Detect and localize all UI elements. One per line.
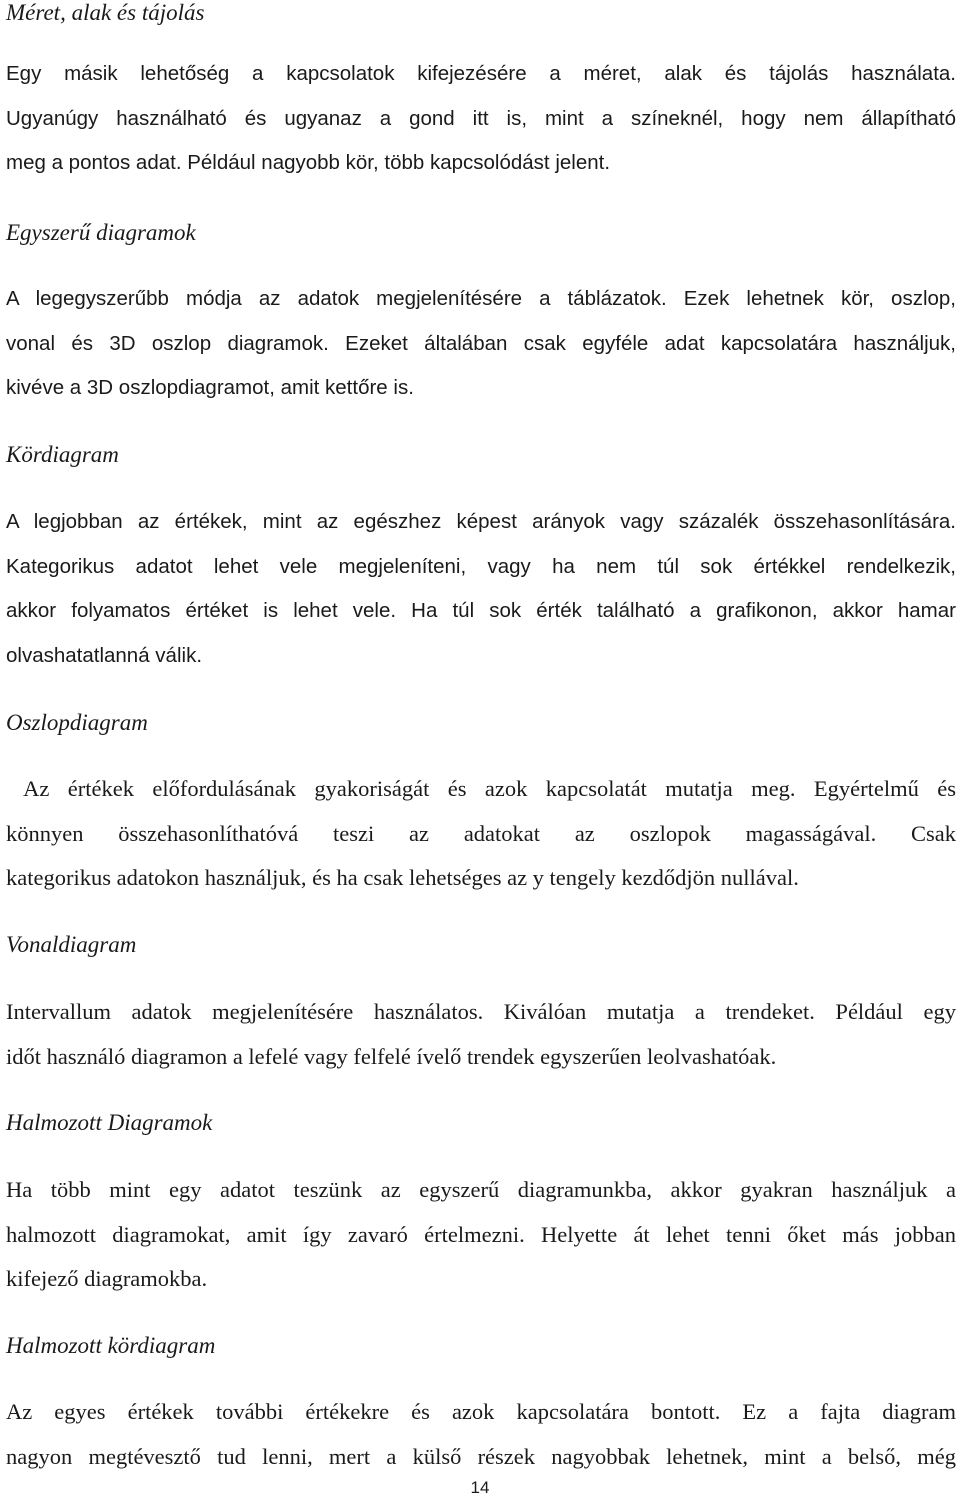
paragraph-line: Ugyanúgy használható és ugyanaz a gond itt is, mint a színeknél, hogy nem állapítható [6, 106, 956, 130]
section-heading-vonaldiagram: Vonaldiagram [6, 932, 137, 957]
paragraph-line: olvashatatlanná válik. [6, 643, 203, 667]
paragraph-egyszeru-diagramok [6, 277, 956, 411]
paragraph-line: kivéve a 3D oszlopdiagramot, amit kettőre is. [6, 376, 414, 400]
paragraph-line: időt használó diagramon a lefelé vagy felfelé ívelő trendek egyszerűen leolvashatóak. [6, 1043, 777, 1069]
section-heading-halmozott-diagramok: Halmozott Diagramok [6, 1110, 213, 1135]
paragraph-oszlopdiagram [6, 767, 956, 901]
paragraph-line: A legegyszerűbb módja az adatok megjelenítésére a táblázatok. Ezek lehetnek kör, oszlop, [6, 287, 956, 310]
section-heading-egyszeru-diagramok: Egyszerű diagramok [6, 220, 196, 245]
paragraph-line: nagyon megtévesztő tud lenni, mert a külső részek nagyobbak lehetnek, mint a belső, még [6, 1443, 956, 1469]
paragraph-meret [6, 52, 956, 186]
section-heading-kordiagram: Kördiagram [6, 442, 119, 467]
paragraph-line: meg a pontos adat. Például nagyobb kör, több kapcsolódást jelent. [6, 151, 611, 175]
paragraph-vonaldiagram [6, 990, 956, 1079]
paragraph-line: A legjobban az értékek, mint az egészhez képest arányok vagy százalék összehasonlítására. [6, 510, 956, 533]
paragraph-line: könnyen összehasonlíthatóvá teszi az adatokat az oszlopok magasságával. Csak [6, 820, 956, 846]
paragraph-line: kifejező diagramokba. [6, 1266, 208, 1292]
paragraph-line: Az értékek előfordulásának gyakoriságát és azok kapcsolatát mutatja meg. Egyértelmű és [6, 776, 956, 801]
paragraph-line: Kategorikus adatot lehet vele megjeleníteni, vagy ha nem túl sok értékkel rendelkezik, [6, 554, 956, 578]
paragraph-line: Ha több mint egy adatot teszünk az egyszerű diagramunkba, akkor gyakran használjuk a [6, 1177, 956, 1202]
paragraph-line: Intervallum adatok megjelenítésére használatos. Kiválóan mutatja a trendeket. Például egy [6, 999, 956, 1024]
paragraph-line: Az egyes értékek további értékekre és azok kapcsolatára bontott. Ez a fajta diagram [6, 1399, 956, 1424]
section-heading-meret: Méret, alak és tájolás [6, 0, 205, 25]
page-number: 14 [470, 1478, 490, 1497]
paragraph-line: akkor folyamatos értéket is lehet vele. Ha túl sok érték található a grafikonon, akkor hamar [6, 599, 956, 623]
paragraph-kordiagram [6, 500, 956, 678]
paragraph-line: Egy másik lehetőség a kapcsolatok kifejezésére a méret, alak és tájolás használata. [6, 62, 956, 85]
paragraph-line: halmozott diagramokat, amit így zavaró értelmezni. Helyette át lehet tenni őket más jobban [6, 1221, 956, 1247]
paragraph-line: vonal és 3D oszlop diagramok. Ezeket általában csak egyféle adat kapcsolatára használjuk, [6, 331, 956, 355]
paragraph-halmozott-diagramok [6, 1168, 956, 1302]
paragraph-line: kategorikus adatokon használjuk, és ha csak lehetséges az y tengely kezdődjön nullával. [6, 865, 799, 891]
paragraph-halmozott-kordiagram [6, 1390, 956, 1479]
section-heading-halmozott-kordiagram: Halmozott kördiagram [6, 1333, 216, 1358]
section-heading-oszlopdiagram: Oszlopdiagram [6, 710, 148, 735]
